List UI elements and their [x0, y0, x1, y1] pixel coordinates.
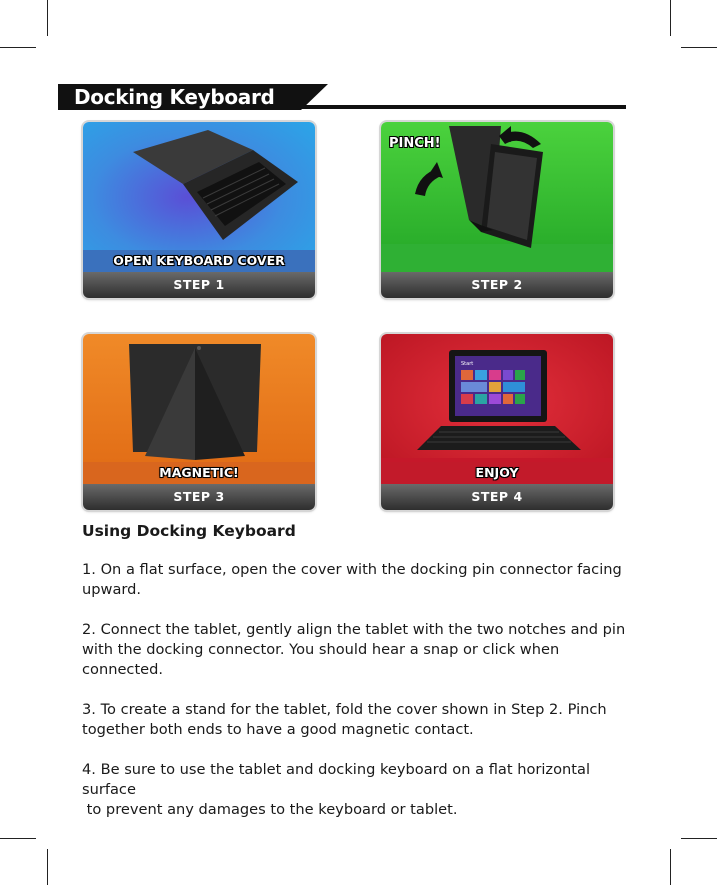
instruction-item: 4. Be sure to use the tablet and docking keyboard on a flat horizontal surface to prevent any damages to the keyboard or tablet.: [82, 761, 590, 818]
step-4-label: STEP 4: [381, 484, 613, 510]
step-4-tile: [381, 334, 613, 510]
step-1-tile: [83, 122, 315, 298]
step-4-caption: ENJOY: [381, 462, 613, 484]
step-1-caption: OPEN KEYBOARD COVER: [83, 250, 315, 272]
crop-mark: [681, 838, 717, 839]
step-3-label: STEP 3: [83, 484, 315, 510]
step-2-caption: PINCH!: [389, 136, 441, 151]
crop-mark: [47, 0, 48, 36]
crop-mark: [670, 0, 671, 36]
instructions-heading: Using Docking Keyboard: [82, 522, 296, 540]
step-2-label: STEP 2: [381, 272, 613, 298]
step-3-tile: [83, 334, 315, 510]
crop-mark: [0, 838, 36, 839]
header-rule: [298, 105, 626, 109]
metro-tiles: [461, 370, 525, 404]
tablet-start-text: Start: [461, 361, 474, 367]
crop-mark: [670, 849, 671, 885]
section-header: [58, 84, 626, 110]
instruction-item: 3. To create a stand for the tablet, fold the cover shown in Step 2. Pinch together both ends to have a good magnetic contact.: [82, 701, 607, 738]
crop-mark: [681, 47, 717, 48]
step-1-label: STEP 1: [83, 272, 315, 298]
step-3-caption: MAGNETIC!: [83, 462, 315, 484]
step-2-tile: [381, 122, 613, 298]
instructions-section: [82, 522, 642, 840]
page-title: Docking Keyboard: [74, 85, 275, 109]
crop-mark: [47, 849, 48, 885]
instruction-item: 2. Connect the tablet, gently align the tablet with the two notches and pin with the docking connector. You should hear a snap or click when connected.: [82, 621, 626, 678]
instruction-item: 1. On a flat surface, open the cover with the docking pin connector facing upward.: [82, 561, 622, 598]
crop-mark: [0, 47, 36, 48]
